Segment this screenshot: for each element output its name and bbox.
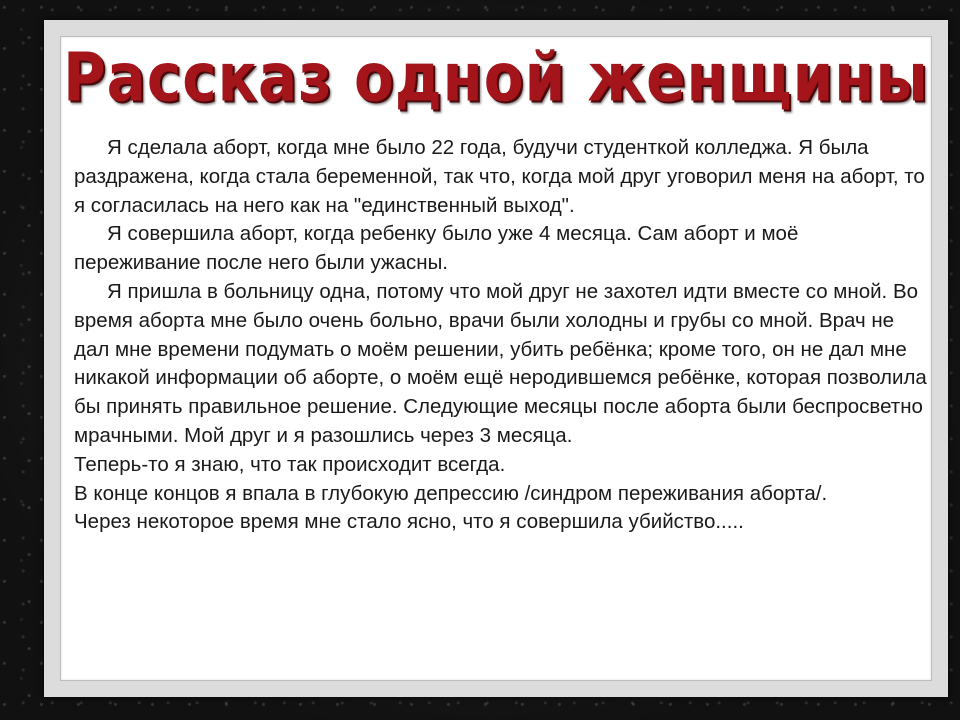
slide-title: Рассказ одной женщины [63,38,929,117]
story-paragraph-2: Я совершила аборт, когда ребенку было уже 4 месяца. Сам аборт и моё переживание после него были ужасны. [74,222,799,275]
story-paragraph-4: Теперь-то я знаю, что так происходит всегда. [74,452,506,476]
story-paragraph-1: Я сделала аборт, когда мне было 22 года, будучи студенткой колледжа. Я была раздражена, когда стала беременной, так что, когда мой друг уговорил меня на аборт, то я согласилась на него как на "единственный выход". [74,136,925,217]
story-text [74,134,930,537]
story-paragraph-6: Через некоторое время мне стало ясно, что я совершила убийство..... [74,510,744,534]
story-paragraph-3: Я пришла в больницу одна, потому что мой друг не захотел идти вместе со мной. Во время аборта мне было очень больно, врачи были холодны и грубы со мной. Врач не дал мне времени подумать о моём решении, убить ребёнка; кроме того, он не дал мне никакой информации об аборте, о моём ещё неродившемся ребёнке, которая позволила бы принять правильное решение. Следующие месяцы после аборта были беспросветно мрачными. Мой друг и я разошлись через 3 месяца. [74,279,927,447]
story-paragraph-5: В конце концов я впала в глубокую депрессию /синдром переживания аборта/. [74,481,828,505]
